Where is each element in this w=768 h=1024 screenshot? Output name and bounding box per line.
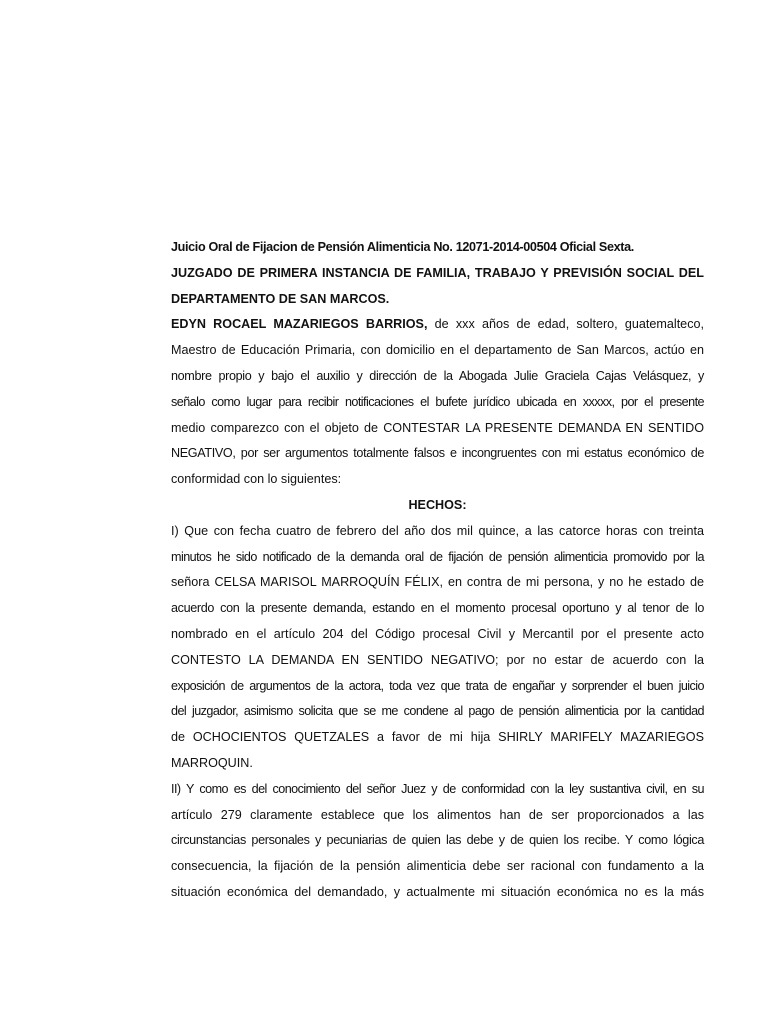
fact-1-line-3: señora CELSA MARISOL MARROQUÍN FÉLIX, en contra de mi persona, y no he estado de (171, 575, 704, 590)
intro-line-1-rest: de xxx años de edad, soltero, guatemalteco, (427, 317, 704, 332)
fact-1-line-7: exposición de argumentos de la actora, toda vez que trata de engañar y sorprender el buen juicio (171, 678, 704, 693)
fact-1-line-5: nombrado en el artículo 204 del Código procesal Civil y Mercantil por el presente acto (171, 626, 704, 641)
intro-line-1 (171, 312, 704, 338)
fact-1-line-1: I) Que con fecha cuatro de febrero del año dos mil quince, a las catorce horas con treinta (171, 523, 704, 538)
fact-2-line-2: artículo 279 claramente establece que los alimentos han de ser proporcionados a las (171, 807, 704, 822)
fact-2-line-3: circunstancias personales y pecuniarias de quien las debe y de quien los recibe. Y como lógica (171, 833, 704, 848)
fact-2-line-5: situación económica del demandado, y actualmente mi situación económica no es la más (171, 884, 704, 899)
fact-1-line-4: acuerdo con la presente demanda, estando en el momento procesal oportuno y al tenor de lo (171, 601, 704, 616)
fact-1-line-2: minutos he sido notificado de la demanda oral de fijación de pensión alimenticia promovido por la (171, 549, 704, 564)
intro-line-6: NEGATIVO, por ser argumentos totalmente falsos e incongruentes con mi estatus económico de (171, 446, 704, 461)
court-name-line-2: DEPARTAMENTO DE SAN MARCOS. (171, 291, 390, 306)
intro-line-5: medio comparezco con el objeto de CONTESTAR LA PRESENTE DEMANDA EN SENTIDO (171, 420, 704, 435)
fact-1-line-8: del juzgador, asimismo solicita que se me condene al pago de pensión alimenticia por la cantidad (171, 704, 704, 719)
legal-document-page (171, 235, 704, 906)
fact-1-line-9: de OCHOCIENTOS QUETZALES a favor de mi hija SHIRLY MARIFELY MAZARIEGOS (171, 730, 704, 745)
intro-line-7: conformidad con lo siguientes: (171, 472, 342, 487)
fact-2-line-4: consecuencia, la fijación de la pensión alimenticia debe ser racional con fundamento a la (171, 859, 704, 874)
fact-1-line-10: MARROQUIN. (171, 755, 253, 770)
fact-1-line-6: CONTESTO LA DEMANDA EN SENTIDO NEGATIVO; por no estar de acuerdo con la (171, 652, 704, 667)
intro-line-4: señalo como lugar para recibir notificaciones el bufete jurídico ubicada en xxxxx, por el presente (171, 394, 704, 409)
court-name-line-1: JUZGADO DE PRIMERA INSTANCIA DE FAMILIA, TRABAJO Y PREVISIÓN SOCIAL DEL (171, 265, 704, 280)
intro-line-3: nombre propio y bajo el auxilio y dirección de la Abogada Julie Graciela Cajas Velásquez, y (171, 368, 704, 383)
section-heading-hechos: HECHOS: (408, 497, 467, 512)
intro-line-2: Maestro de Educación Primaria, con domicilio en el departamento de San Marcos, actúo en (171, 343, 704, 358)
defendant-name: EDYN ROCAEL MAZARIEGOS BARRIOS, (171, 317, 428, 332)
fact-2-line-1: II) Y como es del conocimiento del señor Juez y de conformidad con la ley sustantiva civil, en su (171, 781, 704, 796)
case-header-line: Juicio Oral de Fijacion de Pensión Alimenticia No. 12071-2014-00504 Oficial Sexta. (171, 240, 634, 254)
